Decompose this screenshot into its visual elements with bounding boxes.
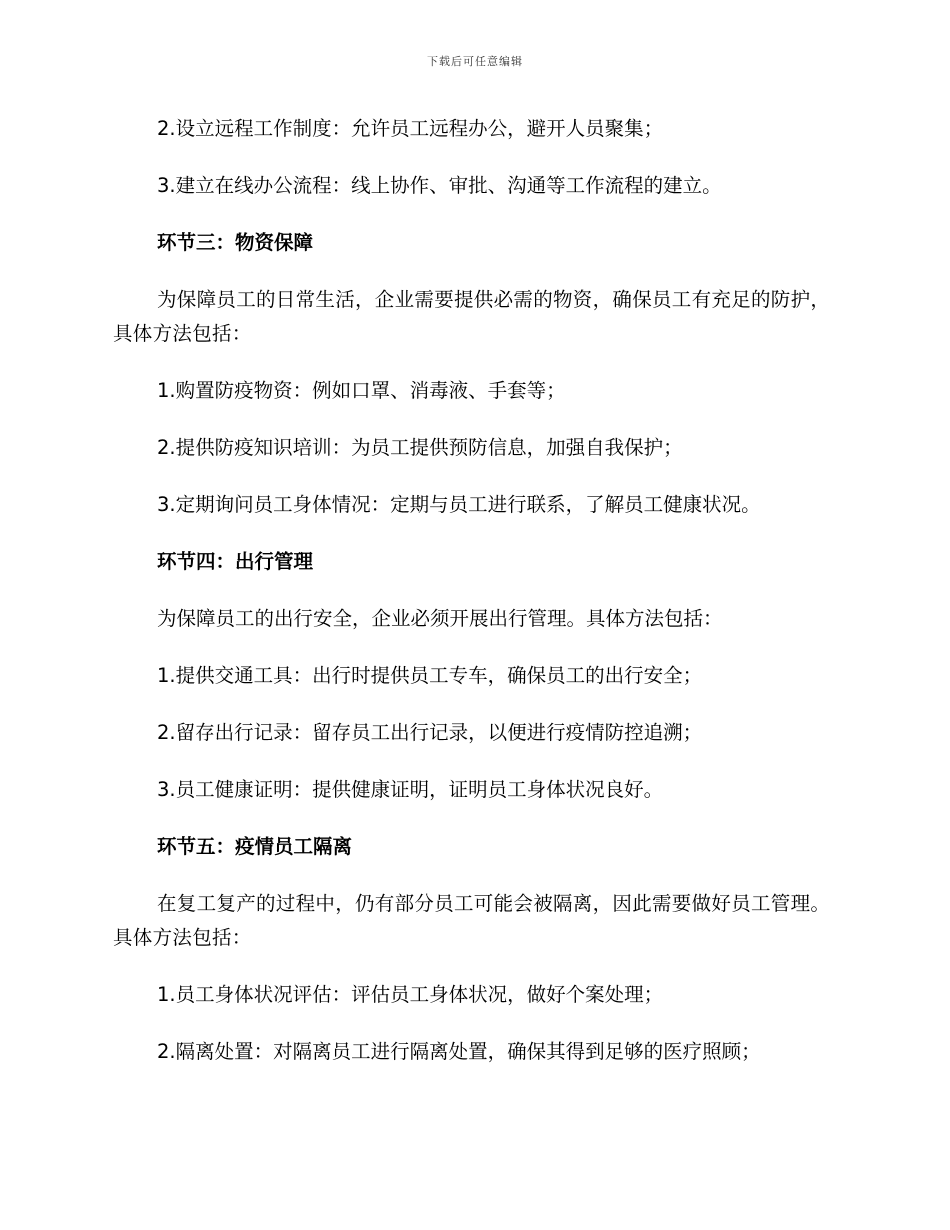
section-heading: 环节五：疫情员工隔离 (157, 835, 353, 858)
list-item: 1.购置防疫物资：例如口罩、消毒液、手套等； (157, 379, 566, 402)
paragraph: 为保障员工的日常生活，企业需要提供必需的物资，确保员工有充足的防护，具体方法包括： (113, 288, 831, 345)
document-body (113, 112, 833, 1069)
header-note: 下载后可任意编辑 (427, 55, 523, 68)
list-item: 1.提供交通工具：出行时提供员工专车，确保员工的出行安全； (157, 664, 703, 687)
section-heading: 环节四：出行管理 (157, 550, 314, 573)
list-item: 3.员工健康证明：提供健康证明，证明员工身体状况良好。 (157, 778, 664, 801)
section-heading: 环节三：物资保障 (157, 231, 314, 254)
list-item: 1.员工身体状况评估：评估员工身体状况，做好个案处理； (157, 983, 664, 1006)
list-item: 2.设立远程工作制度：允许员工远程办公，避开人员聚集； (157, 117, 664, 140)
paragraph: 为保障员工的出行安全，企业必须开展出行管理。具体方法包括： (157, 607, 723, 630)
list-item: 2.留存出行记录：留存员工出行记录，以便进行疫情防控追溯； (157, 721, 703, 744)
paragraph: 在复工复产的过程中，仍有部分员工可能会被隔离，因此需要做好员工管理。具体方法包括： (113, 892, 831, 949)
list-item: 2.提供防疫知识培训：为员工提供预防信息，加强自我保护； (157, 436, 683, 459)
list-item: 2.隔离处置：对隔离员工进行隔离处置，确保其得到足够的医疗照顾； (157, 1040, 761, 1063)
list-item: 3.建立在线办公流程：线上协作、审批、沟通等工作流程的建立。 (157, 174, 722, 197)
list-item: 3.定期询问员工身体情况：定期与员工进行联系，了解员工健康状况。 (157, 493, 761, 516)
